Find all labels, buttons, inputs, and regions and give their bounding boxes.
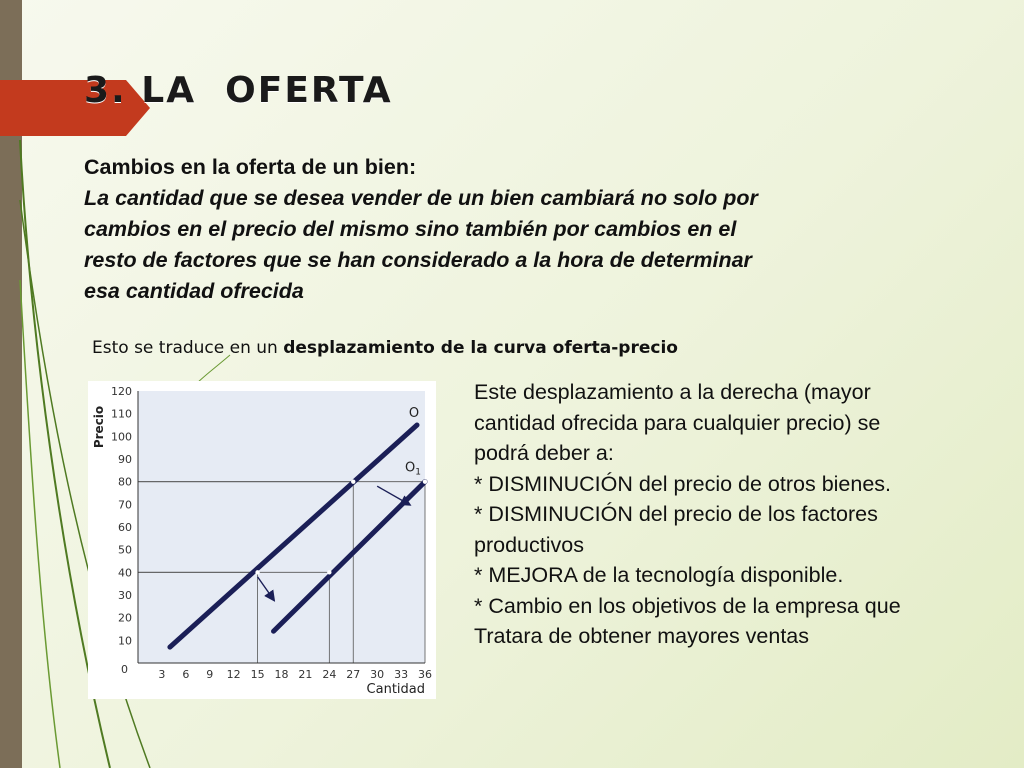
origin-label: 0 (121, 663, 128, 676)
x-tick-label: 36 (418, 668, 432, 681)
guide-intersection-3 (423, 479, 427, 483)
body-line-4: esa cantidad ofrecida (84, 279, 304, 303)
y-tick-label: 100 (111, 430, 132, 444)
intro-sentence (92, 338, 678, 358)
y-tick-label: 30 (118, 589, 132, 602)
curve-label-o: O (408, 406, 420, 421)
x-tick-label: 9 (206, 668, 214, 681)
right-line-7: * MEJORA de la tecnología disponible. (474, 563, 844, 587)
y-tick-label: 120 (111, 385, 132, 398)
y-tick-label: 60 (118, 521, 132, 534)
guide-intersection-0 (255, 570, 259, 574)
supply-chart (88, 381, 436, 699)
body-line-3: resto de factores que se han considerado a la hora de determinar (84, 248, 752, 272)
supply-chart-svg (88, 381, 436, 699)
x-tick-label: 3 (158, 668, 166, 681)
y-tick-label: 50 (118, 543, 132, 557)
y-tick-label: 110 (111, 407, 132, 421)
y-axis-label: Precio (92, 405, 106, 449)
guide-intersection-1 (327, 570, 331, 574)
curve-label-o1-subscript: 1 (415, 467, 421, 478)
curve-label-o1-base: O (405, 460, 416, 476)
x-tick-label: 33 (394, 668, 409, 681)
x-tick-label: 21 (298, 668, 313, 681)
x-tick-label: 27 (346, 668, 361, 681)
x-tick-label: 15 (250, 668, 265, 681)
slide-title: 3. LA OFERTA (84, 70, 393, 111)
guide-intersection-2 (351, 479, 355, 483)
right-text-block (474, 377, 1014, 652)
right-line-1: Este desplazamiento a la derecha (mayor (474, 380, 871, 404)
body-line-1: La cantidad que se desea vender de un bien cambiará no solo por (84, 186, 758, 210)
x-tick-label: 12 (226, 668, 241, 681)
right-line-4: * DISMINUCIÓN del precio de otros bienes. (474, 471, 892, 496)
intro-bold: desplazamiento de la curva oferta-precio (283, 338, 678, 358)
y-tick-label: 80 (118, 475, 132, 489)
section-heading: Cambios en la oferta de un bien: (84, 155, 417, 179)
y-tick-label: 90 (118, 453, 132, 466)
x-tick-label: 24 (322, 668, 337, 681)
right-line-8: * Cambio en los objetivos de la empresa que (474, 593, 901, 618)
x-tick-label: 6 (182, 668, 190, 681)
y-tick-label: 40 (118, 566, 132, 580)
right-line-5: * DISMINUCIÓN del precio de los factores (474, 502, 878, 526)
x-tick-label: 18 (274, 668, 289, 681)
body-line-2: cambios en el precio del mismo sino también por cambios en el (84, 217, 737, 241)
x-tick-label: 30 (370, 668, 385, 681)
right-line-3: podrá deber a: (474, 441, 614, 465)
main-text-block (84, 152, 904, 307)
right-line-9: Tratara de obtener mayores ventas (474, 624, 810, 648)
y-tick-label: 70 (118, 498, 132, 512)
x-axis-label: Cantidad (366, 682, 425, 697)
right-line-2: cantidad ofrecida para cualquier precio) se (474, 410, 881, 435)
intro-prefix: Esto se traduce en un (92, 338, 284, 358)
right-line-6: productivos (474, 532, 584, 557)
y-tick-label: 20 (118, 611, 132, 625)
y-tick-label: 10 (118, 634, 132, 648)
